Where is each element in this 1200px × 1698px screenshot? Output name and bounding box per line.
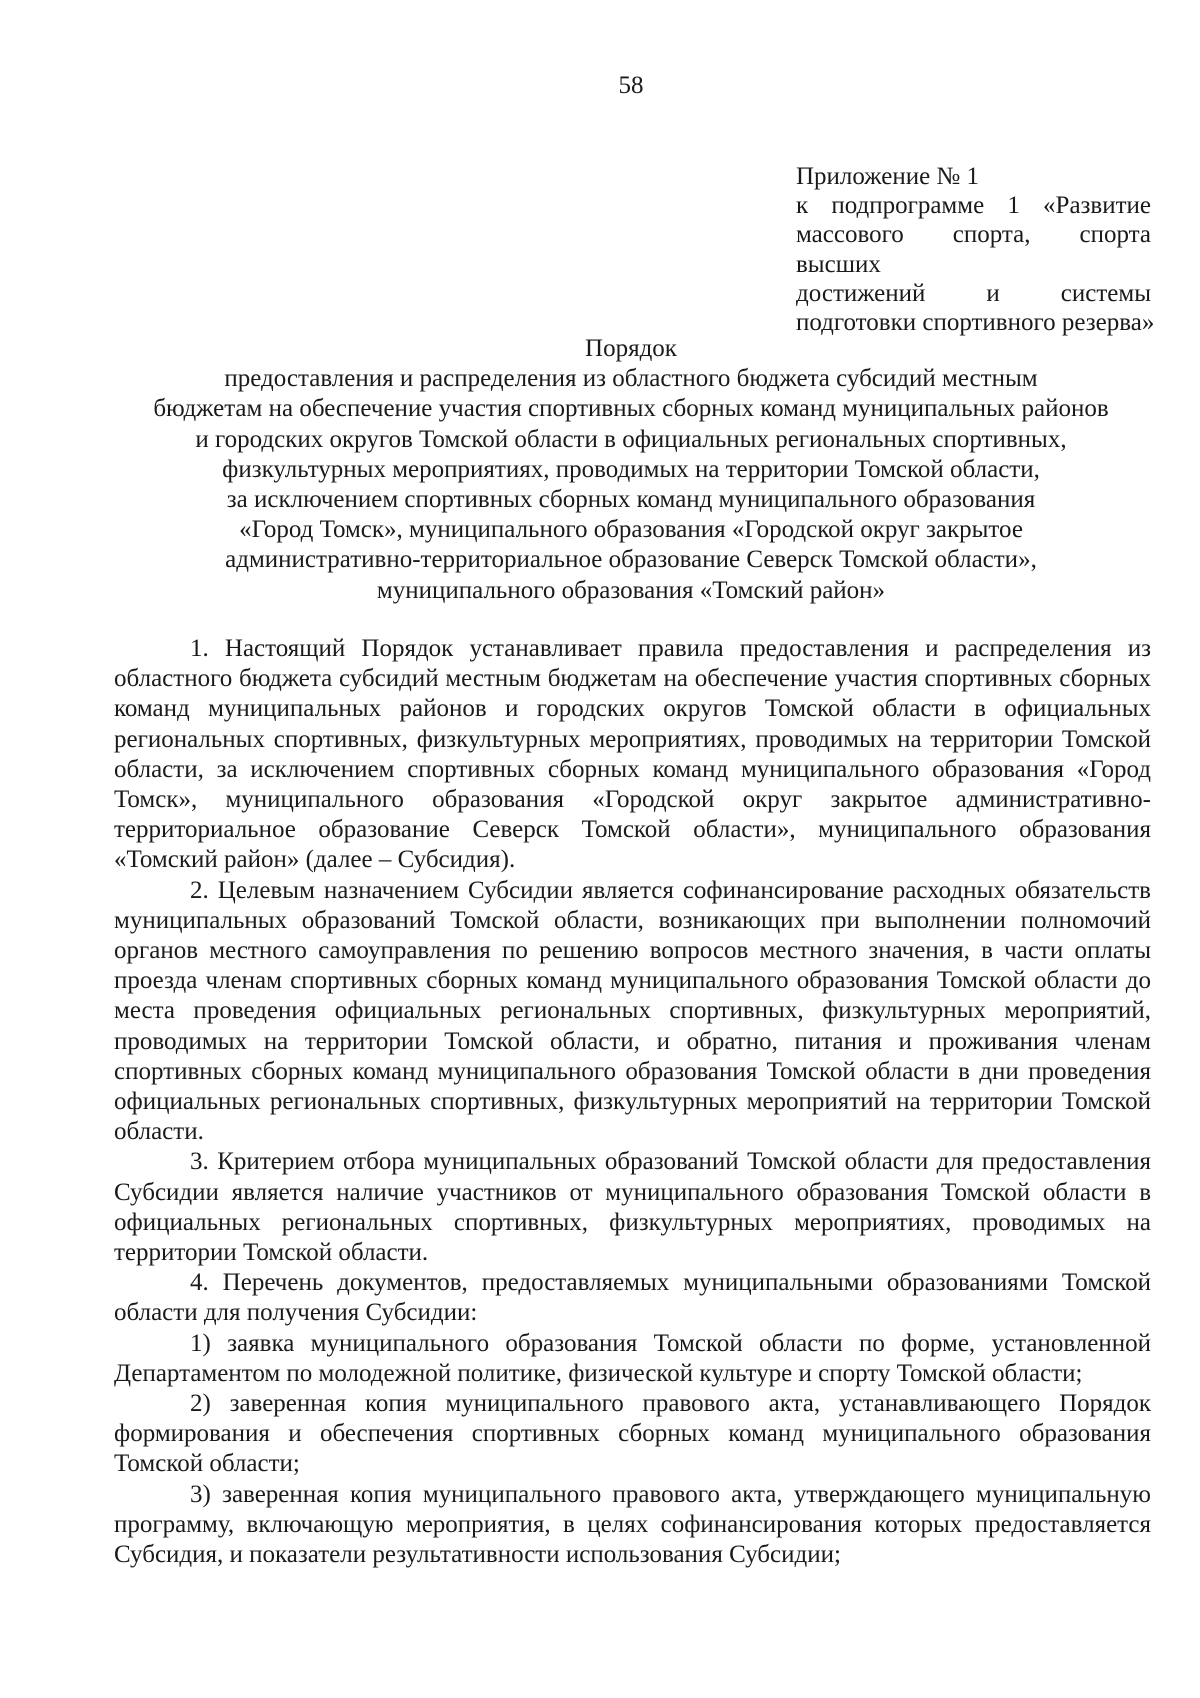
page-number: 58 <box>618 72 644 99</box>
paragraph-1: 1. Настоящий Порядок устанавливает правила предоставления и распределения из областного бюджета субсидий местным бюджетам на обеспечение участия спортивных сборных команд муниципальных районов и городских округов Томской области в официальных региональных спортивных, физкультурных мероприятиях, проводимых на территории Томской области, за исключением спортивных сборных команд муниципального образования «Город Томск», муниципального образования «Городской округ закрытое административно-территориальное образование Северск Томской области», муниципального образования «Томский район» (далее – Субсидия). <box>114 635 1151 874</box>
appendix-line: подготовки спортивного резерва» <box>796 309 1155 337</box>
paragraph-3: 3. Критерием отбора муниципальных образований Томской области для предоставления Субсидии является наличие участников от муниципального образования Томской области в официальных региональных спортивных, физкультурных мероприятиях, проводимых на территории Томской области. <box>114 1148 1151 1267</box>
title-subtitle-line: муниципального образования «Томский район» <box>376 576 886 604</box>
paragraph-4: 4. Перечень документов, предоставляемых муниципальными образованиями Томской области для получения Субсидии: <box>114 1269 1151 1327</box>
title-subtitle-line: за исключением спортивных сборных команд муниципального образования <box>226 486 1036 514</box>
document-title <box>110 334 1152 606</box>
title-subtitle-line: административно-территориальное образование Северск Томской области», <box>225 546 1037 574</box>
appendix-line: Приложение № 1 <box>796 163 980 190</box>
title-subtitle-line: физкультурных мероприятиях, проводимых на территории Томской области, <box>222 455 1040 483</box>
appendix-line: достижений и системы <box>796 279 1151 307</box>
title-subtitle-line: предоставления и распределения из областного бюджета субсидий местным <box>224 365 1038 393</box>
appendix-line: к подпрограмме 1 «Развитие <box>796 192 1151 220</box>
appendix-line: массового спорта, спорта высших <box>796 221 1151 278</box>
list-item-1: 1) заявка муниципального образования Томской области по форме, установленной Департаментом по молодежной политике, физической культуре и спорту Томской области; <box>114 1329 1151 1387</box>
paragraph-2: 2. Целевым назначением Субсидии является софинансирование расходных обязательств муниципальных образований Томской области, возникающих при выполнении полномочий органов местного самоуправления по решению вопросов местного значения, в части оплаты проезда членам спортивных сборных команд муниципального образования Томской области до места проведения официальных региональных спортивных, физкультурных мероприятий, проводимых на территории Томской области, и обратно, питания и проживания членам спортивных сборных команд муниципального образования Томской области в дни проведения официальных региональных спортивных, физкультурных мероприятий на территории Томской области. <box>114 876 1151 1146</box>
title-subtitle-line: «Город Томск», муниципального образования «Городской округ закрытое <box>239 516 1023 544</box>
document-body <box>114 634 1151 1570</box>
list-item-2: 2) заверенная копия муниципального правового акта, устанавливающего Порядок формирования и обеспечения спортивных сборных команд муниципального образования Томской области; <box>114 1390 1151 1478</box>
title-subtitle-line: и городских округов Томской области в официальных региональных спортивных, <box>195 425 1067 453</box>
list-item-3: 3) заверенная копия муниципального правового акта, утверждающего муниципальную программу, включающую мероприятия, в целях софинансирования которых предоставляется Субсидия, и показатели результативности использования Субсидии; <box>114 1480 1151 1569</box>
title-heading: Порядок <box>585 335 677 362</box>
appendix-note <box>796 162 1155 337</box>
title-subtitle-line: бюджетам на обеспечение участия спортивных сборных команд муниципальных районов <box>153 395 1109 423</box>
